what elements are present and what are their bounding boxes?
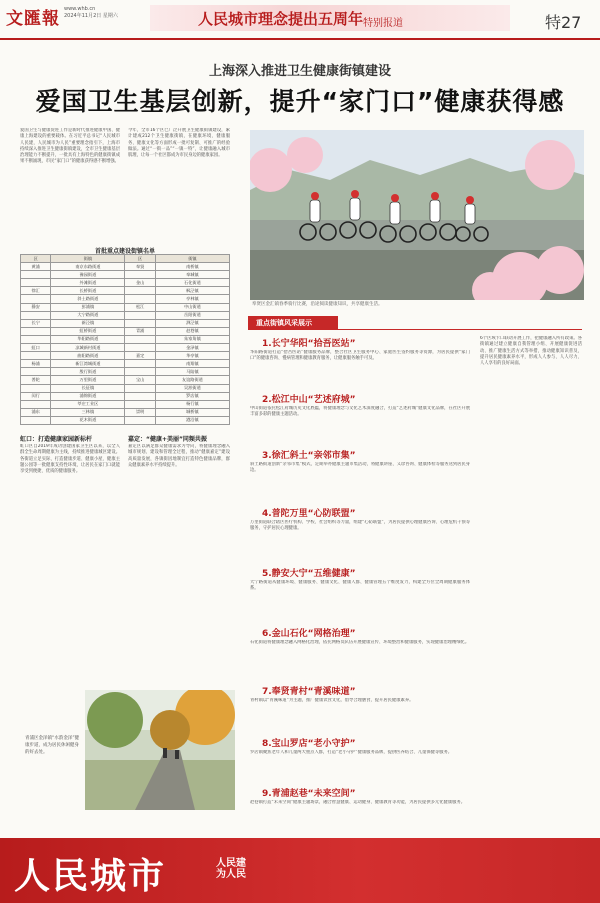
table-cell: 普陀	[21, 376, 51, 384]
article-intro: 爱国卫生与健康促进工作是新时代推进健康中国、健康上海建设的重要载体。在习近平总书记“人民城市人民建，人民城市为人民”重要理念指引下，上海市持续深入推进卫生健康街镇建设，全市卫生健康基层治理能力不断提升，一批具有上海特色的健康街镇成果不断涌现，市民“家门口”的健康获得感不断增强。	[20, 128, 120, 165]
table-header-row	[21, 255, 230, 263]
table-title: 首批重点建设街镇名单	[94, 248, 155, 255]
table-cell: 殷行街道	[51, 368, 125, 376]
table-row	[21, 344, 230, 352]
table-cell	[21, 295, 51, 303]
page-number: 特27	[545, 13, 582, 32]
table-cell: 虹口	[21, 344, 51, 352]
table-cell: 莘庄工业区	[51, 400, 125, 408]
table-cell: 吴淞街道	[155, 384, 229, 392]
table-cell: 宝山	[125, 376, 155, 384]
table-cell: 马陆镇	[155, 368, 229, 376]
item-text-7: 青村镇以“青溪味道”为主题，推广健康饮食文化，倡导合理膳食，提升居民健康素养。	[250, 698, 414, 703]
footer-tag-2: 为人民	[216, 869, 246, 880]
table-row	[21, 303, 230, 311]
table-cell: 杨行镇	[155, 400, 229, 408]
table-cell	[21, 279, 51, 287]
table-cell: 石化街道	[155, 279, 229, 287]
table-cell: 三林镇	[51, 408, 125, 416]
table-cell: 南翔镇	[155, 360, 229, 368]
issue-date: 2024年11月2日 星期六	[64, 13, 118, 19]
table-row	[21, 311, 230, 319]
table-cell: 亭林镇	[155, 295, 229, 303]
table-cell: 奉城镇	[155, 271, 229, 279]
table-cell: 新江湾城街道	[51, 360, 125, 368]
table-cell: 崇明	[125, 408, 155, 416]
item-text-3: 斜土路街道创新“亲邻市集”模式，定期举办健康主题市集活动，将健康讲座、义诊咨询、健康体检等服务送到居民身边。	[250, 462, 470, 474]
table-cell	[21, 311, 51, 319]
footer-title: 人民城市	[14, 856, 167, 897]
table-cell: 奉贤	[125, 263, 155, 271]
item-title-9: 9.青浦赵巷“未来空间”	[262, 789, 356, 799]
item-title-8: 8.宝山罗店“老小守护”	[262, 739, 356, 749]
table-row	[21, 416, 230, 424]
table-cell: 金山	[125, 279, 155, 287]
table-cell	[21, 352, 51, 360]
item-title-1: 1.长宁华阳“拾吾医站”	[262, 339, 356, 349]
table-header-cell: 街镇	[155, 255, 229, 263]
table-cell	[125, 392, 155, 400]
newspaper-logo: 文匯報	[6, 9, 60, 29]
article-headline: 爱国卫生基层创新，提升“家门口”健康获得感	[35, 87, 565, 116]
footer-tagline	[216, 858, 246, 880]
park-path-photo	[85, 690, 235, 810]
table-header-cell: 区	[21, 255, 51, 263]
table-cell	[21, 416, 51, 424]
footer-tag-1: 人民建	[216, 858, 246, 869]
cycling-photo-illustration	[250, 130, 584, 300]
item-text-6: 石化街道将健康理念融入网格化治理，依托网格员队伍开展健康宣传、环境整治和健康服务，实现健康治理精细化。	[250, 640, 470, 645]
table-row	[21, 263, 230, 271]
site-url: www.whb.cn	[64, 6, 96, 12]
table-cell	[125, 287, 155, 295]
table-cell	[21, 400, 51, 408]
table-row	[21, 408, 230, 416]
park-photo-caption: 青浦区金泽镇“水韵金泽”健康步道，成为居民休闲健身的好去处。	[25, 736, 80, 755]
table-header-cell: 区	[125, 255, 155, 263]
table-cell: 中山街道	[155, 303, 229, 311]
table-row	[21, 352, 230, 360]
item-title-7: 7.奉贤青村“青溪味道”	[262, 687, 356, 697]
table-row	[21, 287, 230, 295]
table-cell: 城桥镇	[155, 408, 229, 416]
table-cell	[125, 335, 155, 343]
item-title-2: 2.松江中山“艺述府城”	[262, 395, 356, 405]
item-text-1: 华阳路街道打造“拾吾医站”健康服务品牌，整合社区卫生服务中心、家庭医生签约服务等资源，为居民提供“家门口”的健康咨询、慢病管理和健康教育服务，让健康服务触手可及。	[250, 350, 470, 362]
table-cell: 南京东路街道	[51, 263, 125, 271]
table-cell: 凉城新村街道	[51, 344, 125, 352]
table-row	[21, 384, 230, 392]
table-cell: 华阳路街道	[51, 335, 125, 343]
jiading-text: 嘉定区以满足群众健康需求为导向，将健康理念融入城市规划、建设和管理全过程，推动“健康嘉定”建设高质量发展，各镇街因地制宜打造特色健康品牌，群众健康素养水平持续提升。	[128, 444, 230, 468]
table-cell: 闵行	[21, 392, 51, 400]
table-cell: 金泽镇	[155, 344, 229, 352]
photo-caption: 奉贤区金汇镇春季骑行比赛，沿途阅读健康知识，共享健康生活。	[252, 302, 383, 307]
item-title-4: 4.普陀万里“心防联盟”	[262, 509, 356, 519]
item-text-4: 万里街道联合辖区医疗机构、学校、社会组织等力量，组建“心防联盟”，为居民提供心理健康咨询、心理危机干预等服务，守护居民心理健康。	[250, 520, 470, 532]
item-text-2: 中山街道依托松江府城历史文化底蕴，将健康理念与文化艺术深度融合，打造“艺述府城”健康文化品牌，在社区开展丰富多彩的健康主题活动。	[250, 406, 470, 418]
table-cell: 彭浦镇	[51, 303, 125, 311]
table-cell	[21, 384, 51, 392]
hongkou-text: 虹口区自2019年成功创建国家卫生区以来，以全人群全生命周期健康为主线，持续推进健康城区建设。各街道立足实际，打造健康步道、健康小屋、健康主题公园等一批健康支持性环境，让居民在家门口就能享受到便捷、优质的健康服务。	[20, 444, 120, 475]
table-cell: 泗泾镇	[155, 319, 229, 327]
table-cell: 曲阳路街道	[51, 352, 125, 360]
table-cell: 枫泾镇	[155, 287, 229, 295]
table-body	[21, 263, 230, 425]
table-cell	[125, 368, 155, 376]
table-cell: 友谊路街道	[155, 376, 229, 384]
table-cell: 新泾镇	[51, 319, 125, 327]
table-cell	[125, 416, 155, 424]
item-title-6: 6.金山石化“网格治理”	[262, 629, 356, 639]
table-cell: 长征镇	[51, 384, 125, 392]
banner-subtitle: 特别报道	[363, 18, 403, 29]
table-row	[21, 319, 230, 327]
table-cell: 静安	[21, 303, 51, 311]
table-cell: 豫园街道	[51, 271, 125, 279]
table-cell	[21, 368, 51, 376]
table-cell: 徐汇	[21, 287, 51, 295]
table-row	[21, 392, 230, 400]
table-row	[21, 376, 230, 384]
table-cell	[125, 384, 155, 392]
table-cell: 外滩街道	[51, 279, 125, 287]
table-cell: 浦东	[21, 408, 51, 416]
banner-title: 人民城市理念提出五周年	[198, 10, 364, 28]
table-row	[21, 279, 230, 287]
table-cell: 朱家角镇	[155, 335, 229, 343]
table-cell	[125, 360, 155, 368]
table-cell: 花木街道	[51, 416, 125, 424]
table-cell: 大宁路街道	[51, 311, 125, 319]
item-text-9: 赵巷镇打造“未来空间”健康主题场景，融合智慧健康、运动健身、健康教育等功能，为居民提供多元化健康服务。	[250, 800, 465, 805]
table-cell: 赵巷镇	[155, 327, 229, 335]
table-cell: 南桥镇	[155, 263, 229, 271]
table-row	[21, 295, 230, 303]
right-column-text: 6个区域卡口联动开展工作，把健康融入所有政策。各街镇通过建立健康自我管理小组、开展健康促进活动、推广健康生活方式等举措，推动健康知识普及，提升居民健康素养水平，形成人人参与、人人尽力、人人享有的良好局面。	[480, 336, 582, 367]
table-cell	[21, 335, 51, 343]
table-cell	[125, 271, 155, 279]
table-row	[21, 327, 230, 335]
table-row	[21, 400, 230, 408]
table-cell: 万里街道	[51, 376, 125, 384]
table-cell: 港沿镇	[155, 416, 229, 424]
table-row	[21, 368, 230, 376]
section-divider	[248, 329, 582, 330]
table-row	[21, 335, 230, 343]
table-cell: 虹桥街道	[51, 327, 125, 335]
street-town-table	[20, 254, 230, 425]
table-cell: 长桥街道	[51, 287, 125, 295]
subhead-jiading: 嘉定：“健康+美丽”同频共振	[128, 436, 207, 443]
item-title-3: 3.徐汇斜土“亲邻市集”	[262, 451, 356, 461]
table-header-cell: 街镇	[51, 255, 125, 263]
subhead-hongkou: 虹口：打造健康家园新标杆	[20, 436, 93, 443]
issue-meta	[64, 6, 118, 20]
table-cell: 杨浦	[21, 360, 51, 368]
table-cell: 黄浦	[21, 263, 51, 271]
table-cell: 华亭镇	[155, 352, 229, 360]
table-cell: 岳阳街道	[155, 311, 229, 319]
table-cell	[21, 327, 51, 335]
article-kicker: 上海深入推进卫生健康街镇建设	[208, 64, 391, 79]
cycling-event-photo	[250, 130, 584, 300]
item-title-5: 5.静安大宁“五维健康”	[262, 569, 356, 579]
table-cell: 斜土路街道	[51, 295, 125, 303]
article-column-2: 今年，全市16个区已广泛开展卫生健康街镇建设，累计建成212个卫生健康街镇，在健康环境、健康服务、健康文化等方面形成一批可复制、可推广的经验做法。通过“一街一品”“一镇一特”，让健康融入城市肌理，让每一个社区都成为市民身边的健康家园。	[128, 128, 230, 159]
table-row	[21, 271, 230, 279]
item-text-5: 大宁路街道从健康环境、健康服务、健康文化、健康人群、健康管理五个维度发力，构建全方位全周期健康服务体系。	[250, 580, 470, 592]
table-cell	[125, 295, 155, 303]
section-title: 重点街镇风采展示	[256, 319, 312, 327]
table-cell: 长宁	[21, 319, 51, 327]
table-cell	[125, 400, 155, 408]
table-cell	[21, 271, 51, 279]
table-cell	[125, 311, 155, 319]
table-cell: 青浦	[125, 327, 155, 335]
park-photo-illustration	[85, 690, 235, 810]
table-cell: 嘉定	[125, 352, 155, 360]
table-cell: 罗店镇	[155, 392, 229, 400]
item-text-8: 罗店镇聚焦老年人和儿童两大重点人群，打造“老小守护”健康服务品牌，提供医养结合、儿童保健等服务。	[250, 750, 453, 755]
table-cell: 松江	[125, 303, 155, 311]
table-cell	[125, 319, 155, 327]
table-row	[21, 360, 230, 368]
table-cell	[125, 344, 155, 352]
table-cell: 浦锦街道	[51, 392, 125, 400]
